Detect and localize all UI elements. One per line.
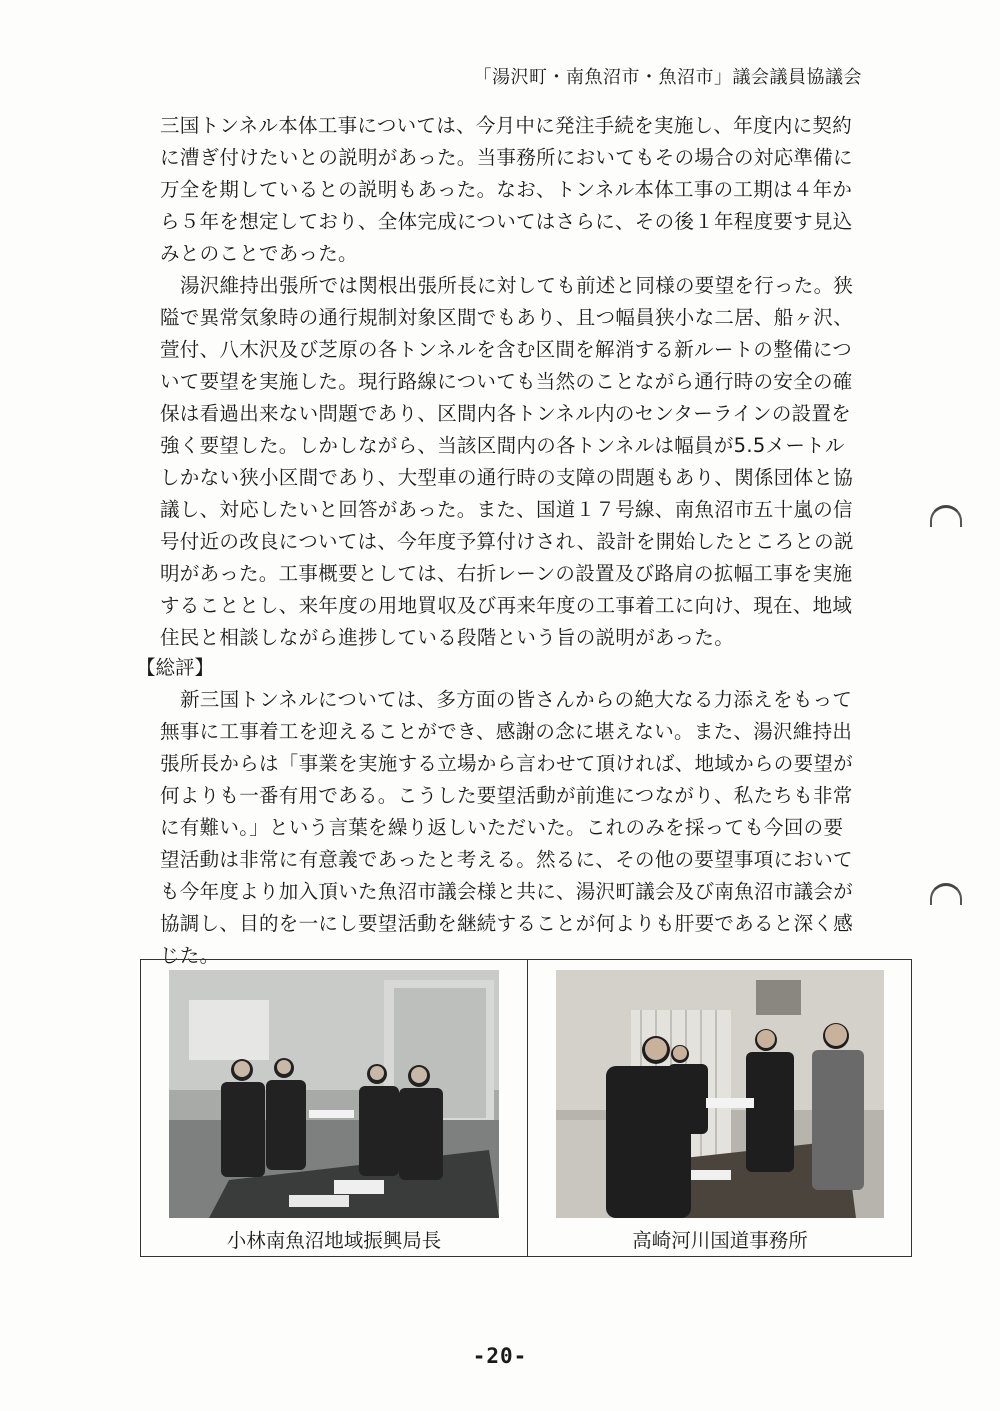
photo-table <box>140 959 912 1257</box>
paragraph-yuzawa-office <box>160 270 860 654</box>
photo-meeting-left-image <box>169 970 499 1218</box>
paragraph-text: 新三国トンネルについては、多方面の皆さんからの絶大なる力添えをもって無事に工事着工を迎えることができ、感謝の念に堪えない。また、湯沢維持出張所長からは「事業を実施する立場から言わせて頂ければ、地域からの要望が何よりも一番有用である。こうした要望活動が前進につながり、私たちも非常に有難い。」という言葉を繰り返しいただいた。これのみを採っても今回の要望活動は非常に有意義であったと考える。然るに、その他の要望事項においても今年度より加入頂いた魚沼市議会様と共に、湯沢町議会及び南魚沼市議会が協調し、目的を一にし要望活動を継続することが何よりも肝要であると深く感じた。 <box>160 688 854 967</box>
paragraph-text: 三国トンネル本体工事については、今月中に発注手続を実施し、年度内に契約に漕ぎ付けたいとの説明があった。当事務所においてもその場合の対応準備に万全を期しているとの説明もあった。なお、トンネル本体工事の工期は４年から５年を想定しており、全体完成についてはさらに、その後１年程度要す見込みとのことであった。 <box>160 114 853 265</box>
paragraph-summary <box>160 684 860 972</box>
punch-hole-mark <box>930 505 962 527</box>
photo-caption-right: 高崎河川国道事務所 <box>632 1229 808 1252</box>
punch-hole-mark <box>930 883 962 905</box>
paragraph-tunnel-construction <box>160 110 860 270</box>
photo-meeting-right <box>556 970 884 1218</box>
photo-meeting-right-image <box>556 970 884 1218</box>
photo-caption-left: 小林南魚沼地域振興局長 <box>226 1229 442 1252</box>
photo-divider <box>527 960 528 1256</box>
page-number: -20- <box>472 1344 528 1368</box>
section-heading-summary: 【総評】 <box>136 656 215 679</box>
paragraph-text: 湯沢維持出張所では関根出張所長に対しても前述と同様の要望を行った。狭隘で異常気象時の通行規制対象区間でもあり、且つ幅員狭小な二居、船ヶ沢、萱付、八木沢及び芝原の各トンネルを含む区間を解消する新ルートの整備について要望を実施した。現行路線についても当然のことながら通行時の安全の確保は看過出来ない問題であり、区間内各トンネル内のセンターラインの設置を強く要望した。しかしながら、当該区間内の各トンネルは幅員が5.5メートルしかない狭小区間であり、大型車の通行時の支障の問題もあり、関係団体と協議し、対応したいと回答があった。また、国道１７号線、南魚沼市五十嵐の信号付近の改良については、今年度予算付けされ、設計を開始したところとの説明があった。工事概要としては、右折レーンの設置及び路肩の拡幅工事を実施することとし、来年度の用地買収及び再来年度の工事着工に向け、現在、地域住民と相談しながら進捗している段階という旨の説明があった。 <box>160 274 854 649</box>
photo-meeting-left <box>169 970 499 1218</box>
running-header: 「湯沢町・南魚沼市・魚沼市」議会議員協議会 <box>473 67 862 88</box>
